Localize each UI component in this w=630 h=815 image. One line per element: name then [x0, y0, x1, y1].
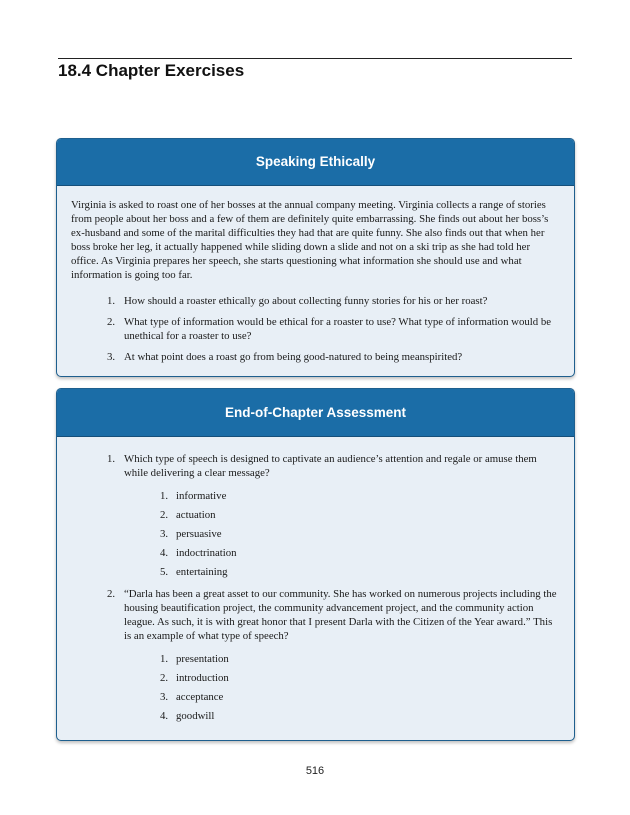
- option-number: 3.: [160, 691, 169, 703]
- question-text: “Darla has been a great asset to our community. She has worked on numerous projects including the housing beautification project, the community advancement project, and the community action league. As such, it is with great honor that I present Darla with the Citizen of the Year award.” This is an example of what type of speech?: [124, 588, 557, 642]
- answer-options: [124, 652, 560, 723]
- ethics-question: [71, 315, 560, 343]
- section-title: 18.4 Chapter Exercises: [58, 61, 245, 80]
- assessment-box: [56, 388, 575, 741]
- option-number: 3.: [160, 528, 169, 540]
- answer-option: [124, 508, 560, 522]
- scenario-paragraph: Virginia is asked to roast one of her bosses at the annual company meeting. Virginia collects a range of stories from people about her boss and a few of them are definitely quite embarrassing. She finds out about her boss’s ex-husband and some of the marital difficulties they had that are quite funny. She also finds out that when her boss broke her leg, it actually happened while sliding down a slide and not on a ski trip as she had told her office. As Virginia prepares her speech, she starts questioning what information she should use and what information is going too far.: [71, 199, 549, 281]
- question-text: What type of information would be ethical for a roaster to use? What type of information would be unethical for a roaster to use?: [124, 316, 552, 342]
- header-rule: [58, 58, 572, 59]
- assessment-question: [71, 587, 560, 723]
- answer-option: [124, 527, 560, 541]
- question-text: At what point does a roast go from being good-natured to being meanspirited?: [124, 351, 463, 363]
- option-number: 4.: [160, 710, 169, 722]
- question-number: 1.: [107, 453, 116, 465]
- question-number: 1.: [107, 295, 116, 307]
- answer-option: [124, 690, 560, 704]
- option-text: actuation: [176, 509, 216, 521]
- option-text: indoctrination: [176, 547, 237, 559]
- answer-options: [124, 489, 560, 579]
- question-text: Which type of speech is designed to captivate an audience’s attention and regale or amuse them while delivering a clear message?: [124, 453, 537, 479]
- answer-option: [124, 652, 560, 666]
- option-number: 4.: [160, 547, 169, 559]
- option-text: goodwill: [176, 710, 215, 722]
- answer-option: [124, 709, 560, 723]
- option-text: introduction: [176, 672, 229, 684]
- option-text: acceptance: [176, 691, 224, 703]
- option-number: 2.: [160, 672, 169, 684]
- option-number: 5.: [160, 566, 169, 578]
- ethics-question: [71, 350, 560, 364]
- speaking-ethically-heading: Speaking Ethically: [57, 139, 574, 186]
- ethics-question: [71, 294, 560, 308]
- assessment-body: [57, 437, 574, 740]
- option-text: presentation: [176, 653, 229, 665]
- speaking-ethically-body: [57, 186, 574, 377]
- option-text: entertaining: [176, 566, 228, 578]
- question-number: 2.: [107, 316, 116, 328]
- question-text: How should a roaster ethically go about collecting funny stories for his or her roast?: [124, 295, 488, 307]
- assessment-heading: End-of-Chapter Assessment: [57, 389, 574, 437]
- option-number: 2.: [160, 509, 169, 521]
- option-text: informative: [176, 490, 227, 502]
- option-number: 1.: [160, 653, 169, 665]
- option-number: 1.: [160, 490, 169, 502]
- answer-option: [124, 565, 560, 579]
- speaking-ethically-box: [56, 138, 575, 377]
- answer-option: [124, 489, 560, 503]
- option-text: persuasive: [176, 528, 222, 540]
- answer-option: [124, 546, 560, 560]
- assessment-questions: [71, 452, 560, 723]
- question-number: 2.: [107, 588, 116, 600]
- page-number: 516: [305, 765, 325, 777]
- ethics-questions: [71, 294, 560, 364]
- assessment-question: [71, 452, 560, 579]
- answer-option: [124, 671, 560, 685]
- question-number: 3.: [107, 351, 116, 363]
